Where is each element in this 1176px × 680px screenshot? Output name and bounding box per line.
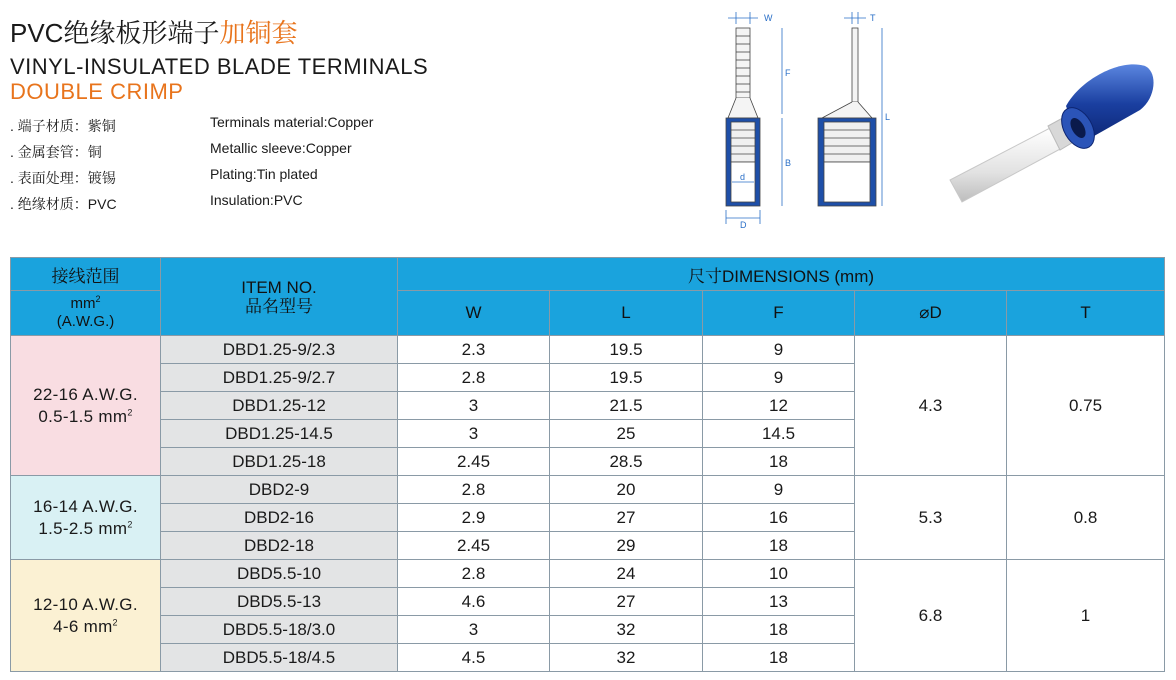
- cell-w: 2.3: [398, 336, 550, 364]
- cell-t: 0.75: [1007, 336, 1165, 476]
- cell-w: 2.8: [398, 560, 550, 588]
- spec-item: [10, 140, 430, 166]
- item-no: DBD2-9: [161, 476, 398, 504]
- dim-label-w: W: [764, 13, 773, 23]
- cell-f: 9: [703, 336, 855, 364]
- item-no: DBD1.25-9/2.3: [161, 336, 398, 364]
- cell-w: 2.8: [398, 476, 550, 504]
- page-title-en: VINYL-INSULATED BLADE TERMINALS: [10, 54, 429, 79]
- cell-l: 32: [550, 616, 703, 644]
- cell-l: 20: [550, 476, 703, 504]
- title-cn-accent: 加铜套: [219, 18, 298, 48]
- range-mm-sup: 2: [127, 518, 133, 529]
- terminal-technical-drawing: [722, 6, 902, 230]
- header-range-cn: 接线范围: [11, 258, 161, 291]
- cell-l: 27: [550, 588, 703, 616]
- cell-w: 3: [398, 420, 550, 448]
- cell-w: 4.5: [398, 644, 550, 672]
- terminal-product-photo: [930, 40, 1160, 215]
- cell-l: 32: [550, 644, 703, 672]
- range-group-3: [11, 560, 161, 672]
- title-cn-main: PVC绝缘板形端子: [10, 18, 220, 48]
- header-unit-mm: mm: [70, 295, 96, 312]
- spec-label-en: Metallic sleeve:Copper: [210, 140, 352, 156]
- header-item-cn: 品名型号: [245, 296, 313, 316]
- spec-label-cn: . 金属套管：铜: [10, 144, 102, 160]
- range-group-2: [11, 476, 161, 560]
- range-group-1: [11, 336, 161, 476]
- cell-l: 19.5: [550, 364, 703, 392]
- spec-list: [10, 114, 430, 218]
- header-range-unit: [11, 291, 161, 336]
- spec-label-cn: . 端子材质：紫铜: [10, 118, 116, 134]
- spec-label-en: Plating:Tin plated: [210, 166, 318, 182]
- spec-label-en: Insulation:PVC: [210, 192, 303, 208]
- cell-t: 1: [1007, 560, 1165, 672]
- item-no: DBD1.25-9/2.7: [161, 364, 398, 392]
- cell-w: 2.8: [398, 364, 550, 392]
- item-no: DBD5.5-18/4.5: [161, 644, 398, 672]
- cell-f: 18: [703, 532, 855, 560]
- cell-w: 2.45: [398, 532, 550, 560]
- item-no: DBD2-18: [161, 532, 398, 560]
- cell-f: 18: [703, 644, 855, 672]
- cell-w: 3: [398, 616, 550, 644]
- cell-w: 4.6: [398, 588, 550, 616]
- dim-label-bottom: D: [740, 220, 747, 230]
- range-mm-sup: 2: [112, 616, 118, 627]
- item-no: DBD1.25-12: [161, 392, 398, 420]
- dim-label-d: d: [740, 172, 746, 182]
- range-mm: 4-6 mm: [53, 616, 113, 636]
- range-mm: 1.5-2.5 mm: [38, 518, 128, 538]
- cell-w: 2.45: [398, 448, 550, 476]
- table-row: [11, 560, 1165, 588]
- item-no: DBD1.25-18: [161, 448, 398, 476]
- cell-f: 18: [703, 616, 855, 644]
- header-unit-awg: (A.W.G.): [56, 313, 115, 330]
- header-unit-sup: 2: [95, 294, 101, 304]
- spec-label-en: Terminals material:Copper: [210, 114, 374, 130]
- range-mm-sup: 2: [127, 406, 133, 417]
- cell-f: 16: [703, 504, 855, 532]
- page-subtitle: DOUBLE CRIMP: [10, 79, 184, 104]
- header-col-f: F: [703, 291, 855, 336]
- dimensions-table: [10, 257, 1165, 672]
- cell-f: 9: [703, 476, 855, 504]
- page-title-cn: [10, 18, 297, 48]
- item-no: DBD5.5-13: [161, 588, 398, 616]
- cell-d: 5.3: [855, 476, 1007, 560]
- header-col-l: L: [550, 291, 703, 336]
- range-mm: 0.5-1.5 mm: [38, 406, 128, 426]
- range-awg: 16-14 A.W.G.: [33, 496, 138, 516]
- dim-label-t: T: [870, 13, 876, 23]
- dim-label-l: L: [885, 112, 891, 122]
- spec-item: [10, 114, 430, 140]
- dim-label-b: B: [785, 158, 792, 168]
- header-item-en: ITEM NO.: [241, 277, 317, 297]
- cell-d: 4.3: [855, 336, 1007, 476]
- header-item-no: [161, 258, 398, 336]
- cell-w: 3: [398, 392, 550, 420]
- cell-d: 6.8: [855, 560, 1007, 672]
- spec-item: [10, 166, 430, 192]
- table-row: [11, 476, 1165, 504]
- range-awg: 22-16 A.W.G.: [33, 384, 138, 404]
- cell-w: 2.9: [398, 504, 550, 532]
- dim-label-f: F: [785, 68, 791, 78]
- item-no: DBD5.5-18/3.0: [161, 616, 398, 644]
- item-no: DBD2-16: [161, 504, 398, 532]
- header-col-t: T: [1007, 291, 1165, 336]
- cell-t: 0.8: [1007, 476, 1165, 560]
- cell-l: 21.5: [550, 392, 703, 420]
- header-dimensions: 尺寸DIMENSIONS (mm): [398, 258, 1165, 291]
- cell-l: 27: [550, 504, 703, 532]
- cell-f: 18: [703, 448, 855, 476]
- cell-f: 10: [703, 560, 855, 588]
- table-row: [11, 336, 1165, 364]
- spec-label-cn: . 表面处理：镀锡: [10, 170, 116, 186]
- header-col-w: W: [398, 291, 550, 336]
- item-no: DBD5.5-10: [161, 560, 398, 588]
- cell-f: 14.5: [703, 420, 855, 448]
- cell-l: 24: [550, 560, 703, 588]
- item-no: DBD1.25-14.5: [161, 420, 398, 448]
- cell-f: 9: [703, 364, 855, 392]
- cell-l: 25: [550, 420, 703, 448]
- spec-label-cn: . 绝缘材质：PVC: [10, 196, 117, 212]
- spec-item: [10, 192, 430, 218]
- range-awg: 12-10 A.W.G.: [33, 594, 138, 614]
- cell-l: 19.5: [550, 336, 703, 364]
- cell-f: 12: [703, 392, 855, 420]
- cell-f: 13: [703, 588, 855, 616]
- cell-l: 29: [550, 532, 703, 560]
- cell-l: 28.5: [550, 448, 703, 476]
- header-col-d: ⌀D: [855, 291, 1007, 336]
